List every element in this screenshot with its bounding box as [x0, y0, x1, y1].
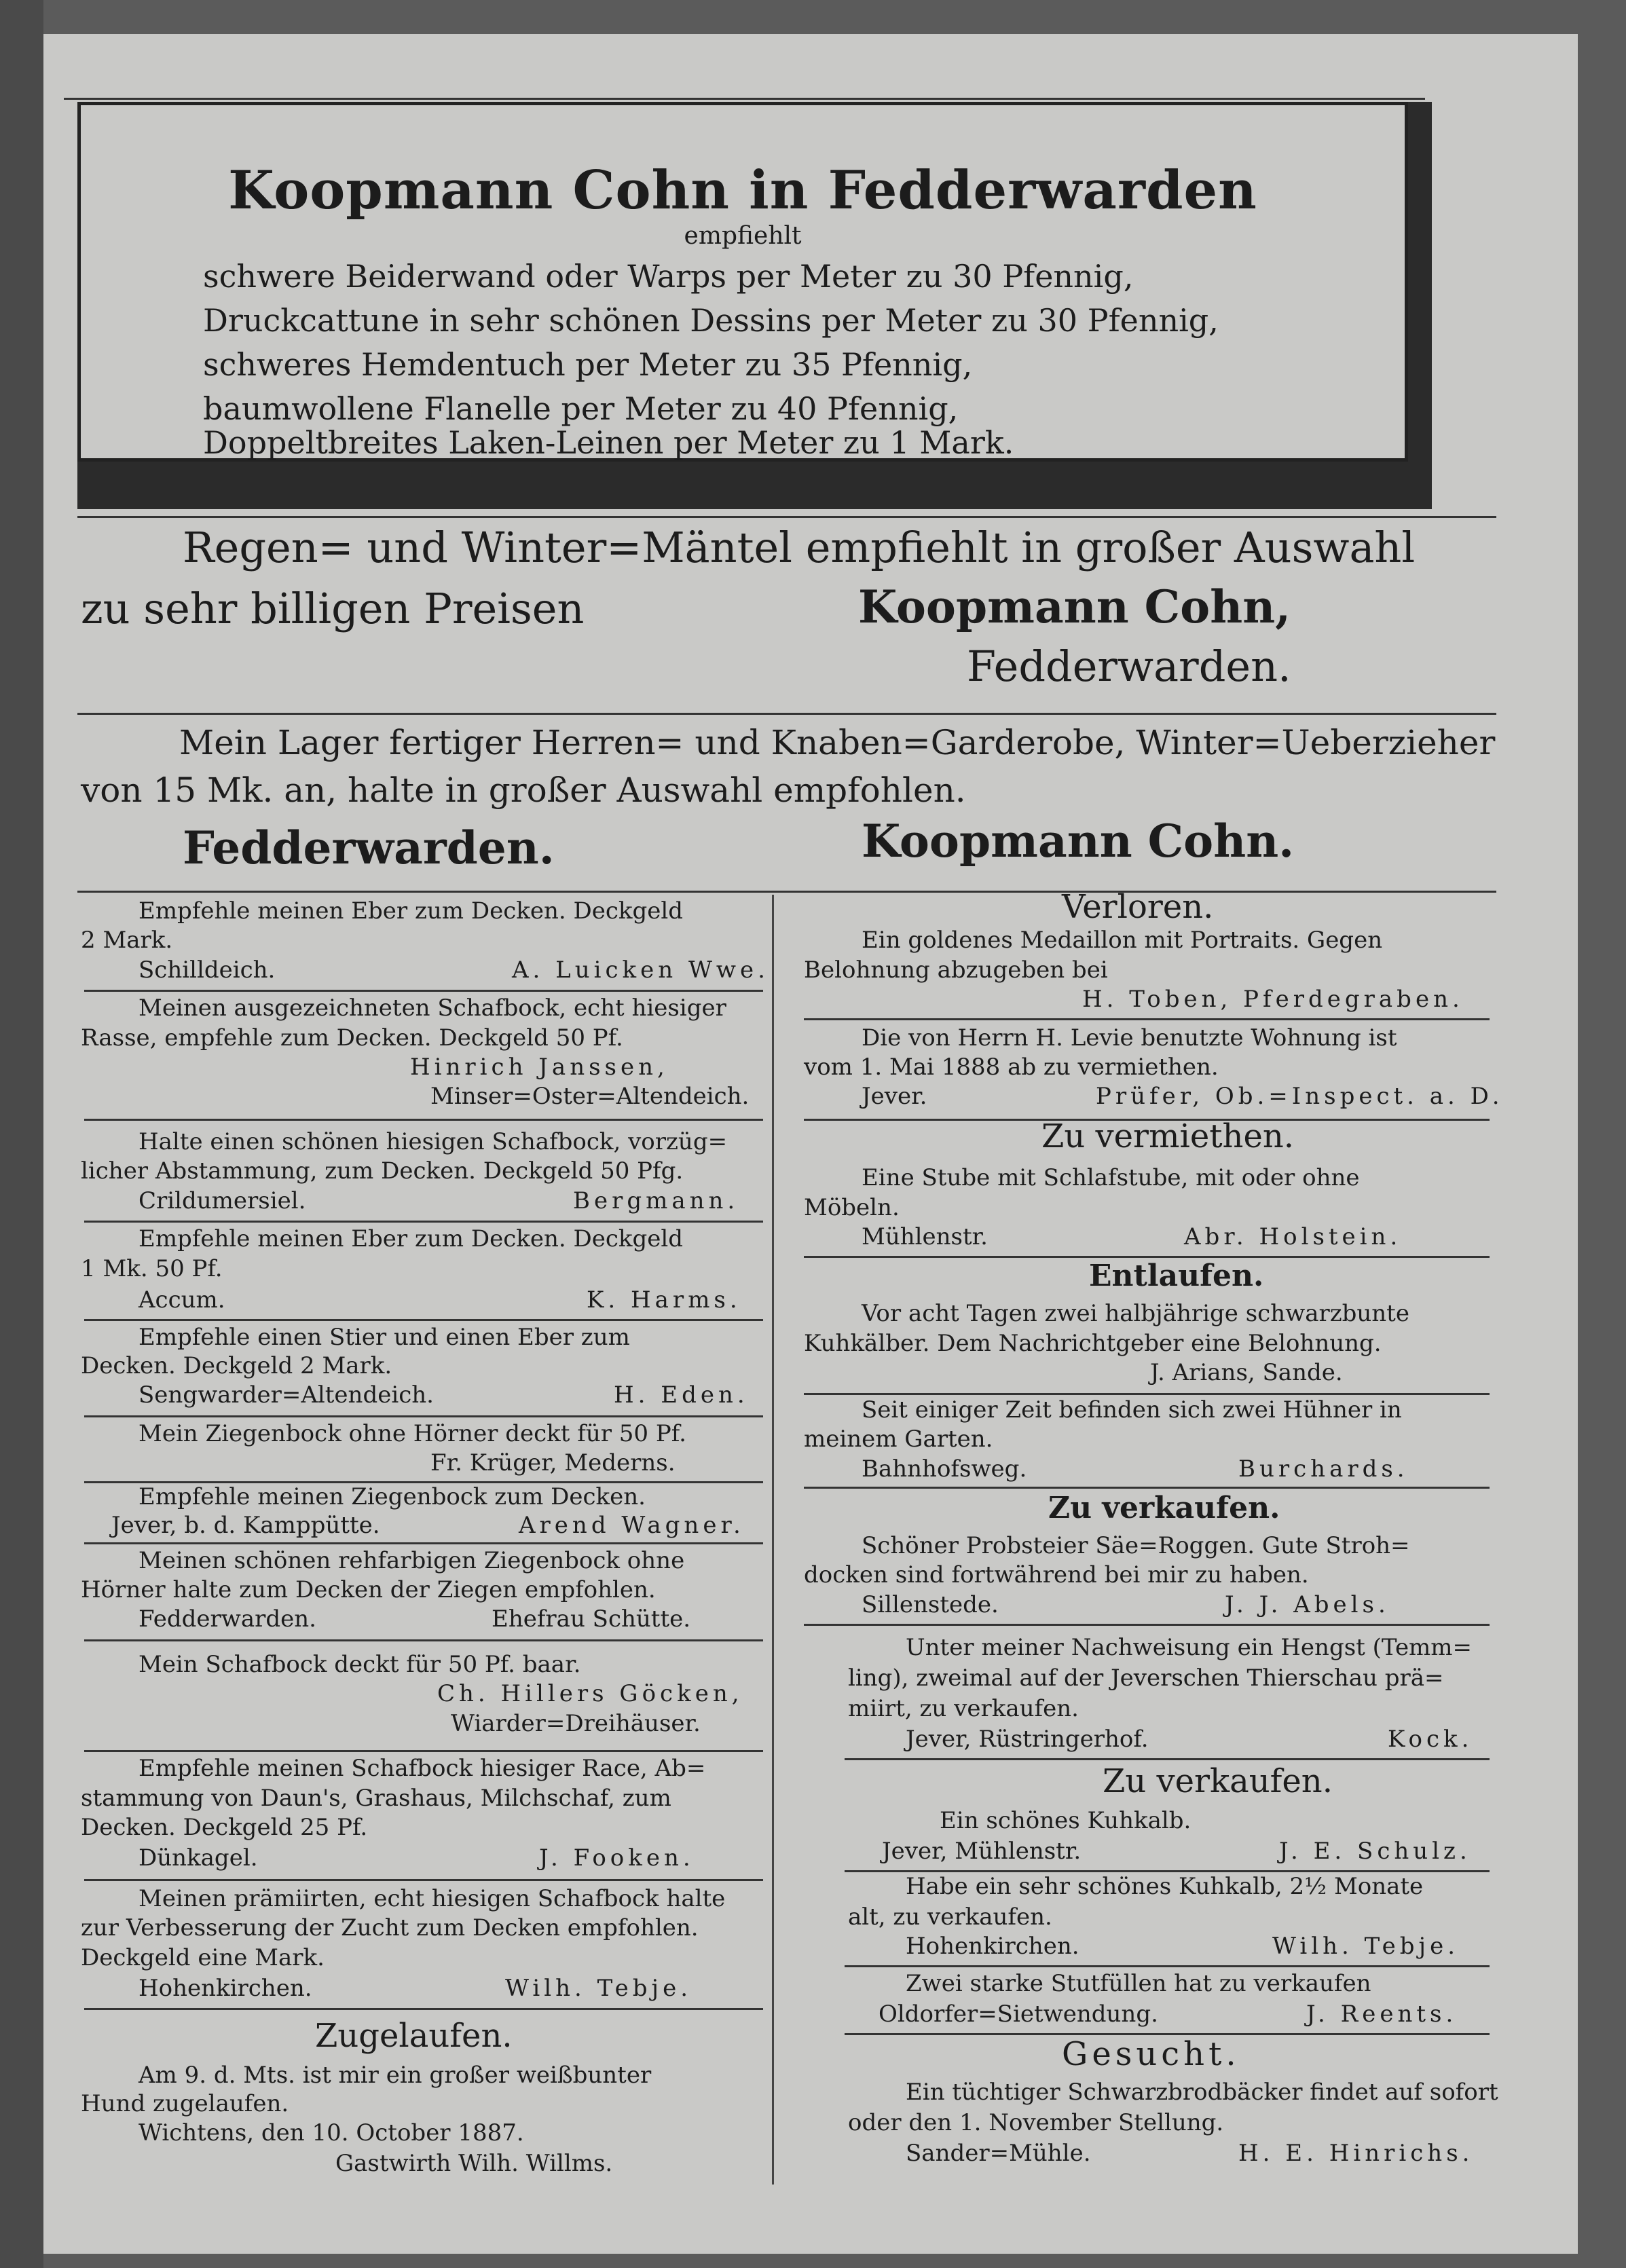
- ad-text: oder den 1. November Stellung.: [848, 2109, 1224, 2136]
- ad-place: Sengwarder=Altendeich.: [138, 1381, 434, 1409]
- advert-line: Doppeltbreites Laken-Leinen per Meter zu 1 Mark.: [203, 424, 1014, 461]
- advert-line: Druckcattune in sehr schönen Dessins per Meter zu 30 Pfennig,: [203, 302, 1219, 339]
- rule: [84, 990, 763, 992]
- section-heading: Zu vermiethen.: [1041, 1117, 1295, 1155]
- ad-signature: Bergmann.: [573, 1187, 739, 1214]
- rule: [84, 1542, 763, 1544]
- rule: [804, 1393, 1490, 1395]
- rule: [845, 1870, 1490, 1872]
- ad-place: Sander=Mühle.: [906, 2140, 1091, 2167]
- ad-text: Empfehle meinen Eber zum Decken. Deckgeld: [138, 1225, 684, 1252]
- advert-subtitle: empfiehlt: [684, 222, 802, 250]
- ad-text: Empfehle meinen Schafbock hiesiger Race, Ab=: [138, 1755, 706, 1782]
- ad-text: alt, zu verkaufen.: [848, 1903, 1052, 1931]
- rule: [845, 1965, 1490, 1967]
- ad-place: Hohenkirchen.: [138, 1975, 312, 2002]
- ad-text: Vor acht Tagen zwei halbjährige schwarzbunte: [862, 1300, 1409, 1327]
- box-shadow-bottom: [77, 458, 1432, 509]
- section-heading: Zu verkaufen.: [1048, 1491, 1280, 1525]
- ad-text: Mein Ziegenbock ohne Hörner deckt für 50 Pf.: [138, 1420, 686, 1447]
- ad-signature: J. Fooken.: [539, 1844, 695, 1872]
- ad-text: Ein goldenes Medaillon mit Portraits. Gegen: [862, 927, 1383, 954]
- garderobe-line1: Mein Lager fertiger Herren= und Knaben=Garderobe, Winter=Ueberzieher: [179, 723, 1496, 762]
- advert-title: Koopmann Cohn in Fedderwarden: [228, 160, 1257, 221]
- garderobe-place: Fedderwarden.: [183, 821, 555, 874]
- advert-line: baumwollene Flanelle per Meter zu 40 Pfennig,: [203, 390, 959, 427]
- section-heading: Verloren.: [1062, 888, 1214, 926]
- ad-text: Mein Schafbock deckt für 50 Pf. baar.: [138, 1651, 581, 1678]
- ad-signature: Kock.: [1388, 1726, 1473, 1753]
- ad-text: Belohnung abzugeben bei: [804, 956, 1108, 984]
- ad-signature: Gastwirth Wilh. Willms.: [335, 2150, 613, 2177]
- rule: [84, 1319, 763, 1321]
- ad-signature: Wiarder=Dreihäuser.: [451, 1710, 701, 1737]
- ad-place: Hohenkirchen.: [906, 1933, 1079, 1960]
- ad-signature: H. Eden.: [614, 1381, 749, 1409]
- ad-place: Accum.: [138, 1286, 225, 1314]
- ad-text: Schöner Probsteier Säe=Roggen. Gute Stroh=: [862, 1532, 1410, 1559]
- newspaper-page: [43, 34, 1578, 2254]
- ad-place: Mühlenstr.: [862, 1223, 988, 1250]
- ad-text: 1 Mk. 50 Pf.: [81, 1255, 223, 1282]
- ad-text: Empfehle einen Stier und einen Eber zum: [138, 1324, 630, 1351]
- ad-text: miirt, zu verkaufen.: [848, 1695, 1079, 1722]
- rule: [84, 1879, 763, 1881]
- ad-signature: Burchards.: [1238, 1455, 1409, 1483]
- ad-text: Möbeln.: [804, 1194, 900, 1221]
- rule: [77, 713, 1496, 715]
- rule: [84, 1639, 763, 1641]
- ad-text: ling), zweimal auf der Jeverschen Thierschau prä=: [848, 1665, 1444, 1692]
- ad-text: Meinen schönen rehfarbigen Ziegenbock ohne: [138, 1547, 685, 1574]
- ad-signature: Hinrich Janssen,: [410, 1054, 669, 1081]
- coats-firm: Koopmann Cohn,: [858, 580, 1291, 633]
- ad-text: Decken. Deckgeld 25 Pf.: [81, 1814, 368, 1841]
- ad-signature: Ehefrau Schütte.: [492, 1605, 691, 1633]
- ad-text: Hund zugelaufen.: [81, 2090, 289, 2117]
- ad-text: Habe ein sehr schönes Kuhkalb, 2½ Monate: [906, 1873, 1424, 1900]
- garderobe-line2: von 15 Mk. an, halte in großer Auswahl empfohlen.: [81, 770, 966, 810]
- ad-text: Zwei starke Stutfüllen hat zu verkaufen: [906, 1970, 1371, 1997]
- ad-signature: Wilh. Tebje.: [1272, 1933, 1460, 1960]
- ad-place: Jever, Mühlenstr.: [882, 1838, 1082, 1865]
- ad-signature: Arend Wagner.: [519, 1512, 745, 1539]
- section-heading: Zu verkaufen.: [1103, 1762, 1333, 1800]
- ad-text: Empfehle meinen Ziegenbock zum Decken.: [138, 1483, 646, 1510]
- ad-text: meinem Garten.: [804, 1426, 993, 1453]
- rule: [845, 1758, 1490, 1760]
- coats-place: Fedderwarden.: [967, 642, 1291, 691]
- section-heading: Gesucht.: [1062, 2035, 1240, 2073]
- coats-line1: Regen= und Winter=Mäntel empfiehlt in großer Auswahl: [183, 523, 1416, 572]
- ad-text: Wichtens, den 10. October 1887.: [138, 2119, 524, 2146]
- ad-signature: Minser=Oster=Altendeich.: [430, 1083, 750, 1110]
- ad-place: Bahnhofsweg.: [862, 1455, 1027, 1483]
- ad-signature: J. E. Schulz.: [1279, 1838, 1471, 1865]
- ad-text: Ein schönes Kuhkalb.: [940, 1807, 1191, 1834]
- ad-text: Ein tüchtiger Schwarzbrodbäcker findet auf sofort: [906, 2079, 1498, 2106]
- advert-line: schwere Beiderwand oder Warps per Meter zu 30 Pfennig,: [203, 258, 1134, 295]
- ad-place: Sillenstede.: [862, 1591, 999, 1618]
- box-shadow-right: [1405, 102, 1432, 509]
- rule: [804, 1018, 1490, 1020]
- ad-text: vom 1. Mai 1888 ab zu vermiethen.: [804, 1054, 1219, 1081]
- ad-place: Dünkagel.: [138, 1844, 258, 1872]
- column-divider: [772, 895, 774, 2185]
- ad-place: Oldorfer=Sietwendung.: [879, 2001, 1158, 2028]
- ad-signature: Abr. Holstein.: [1184, 1223, 1402, 1250]
- ad-text: Am 9. d. Mts. ist mir ein großer weißbunter: [138, 2062, 652, 2089]
- rule: [804, 1256, 1490, 1258]
- ad-signature: H. E. Hinrichs.: [1238, 2140, 1474, 2167]
- ad-signature: Prüfer, Ob.=Inspect. a. D.: [1096, 1083, 1504, 1110]
- advert-line: schweres Hemdentuch per Meter zu 35 Pfennig,: [203, 346, 973, 383]
- section-heading: Entlaufen.: [1089, 1259, 1264, 1293]
- ad-signature: Wilh. Tebje.: [505, 1975, 692, 2002]
- ad-place: Jever, b. d. Kamppütte.: [111, 1512, 380, 1539]
- ad-place: Jever, Rüstringerhof.: [906, 1726, 1149, 1753]
- ad-signature: H. Toben, Pferdegraben.: [1082, 986, 1464, 1013]
- ad-place: Crildumersiel.: [138, 1187, 306, 1214]
- ad-text: Meinen prämiirten, echt hiesigen Schafbock halte: [138, 1885, 726, 1912]
- ad-text: Decken. Deckgeld 2 Mark.: [81, 1352, 392, 1379]
- ad-signature: J. Arians, Sande.: [1150, 1359, 1343, 1386]
- ad-text: Deckgeld eine Mark.: [81, 1944, 325, 1971]
- ad-signature: J. Reents.: [1306, 2001, 1458, 2028]
- rule: [77, 516, 1496, 518]
- ad-text: Empfehle meinen Eber zum Decken. Deckgeld: [138, 897, 684, 925]
- scan-gutter: [0, 0, 43, 2268]
- section-heading: Zugelaufen.: [315, 2017, 513, 2055]
- rule: [804, 1487, 1490, 1489]
- ad-place: Fedderwarden.: [138, 1605, 316, 1633]
- ad-signature: K. Harms.: [587, 1286, 741, 1314]
- ad-text: Hörner halte zum Decken der Ziegen empfohlen.: [81, 1576, 656, 1603]
- ad-text: zur Verbesserung der Zucht zum Decken empfohlen.: [81, 1914, 699, 1941]
- ad-place: Jever.: [862, 1083, 927, 1110]
- ad-text: Seit einiger Zeit befinden sich zwei Hühner in: [862, 1396, 1402, 1424]
- rule: [84, 2008, 763, 2010]
- ad-text: Meinen ausgezeichneten Schafbock, echt hiesiger: [138, 994, 726, 1022]
- ad-text: Rasse, empfehle zum Decken. Deckgeld 50 Pf.: [81, 1024, 623, 1052]
- ad-signature: A. Luicken Wwe.: [512, 956, 769, 984]
- ad-text: licher Abstammung, zum Decken. Deckgeld 50 Pfg.: [81, 1157, 684, 1185]
- ad-text: Unter meiner Nachweisung ein Hengst (Temm=: [906, 1634, 1473, 1661]
- ad-text: Die von Herrn H. Levie benutzte Wohnung ist: [862, 1024, 1397, 1052]
- ad-signature: J. J. Abels.: [1225, 1591, 1390, 1618]
- coats-line2: zu sehr billigen Preisen: [81, 584, 585, 633]
- ad-text: Halte einen schönen hiesigen Schafbock, vorzüg=: [138, 1128, 728, 1155]
- rule: [84, 1750, 763, 1752]
- ad-text: Eine Stube mit Schlafstube, mit oder ohne: [862, 1164, 1360, 1191]
- advert-box-koopmann: [77, 102, 1408, 462]
- ad-text: 2 Mark.: [81, 927, 173, 954]
- ad-text: stammung von Daun's, Grashaus, Milchschaf, zum: [81, 1785, 671, 1812]
- rule: [77, 891, 1496, 893]
- ad-place: Schilldeich.: [138, 956, 276, 984]
- rule: [804, 1624, 1490, 1626]
- ad-text: docken sind fortwährend bei mir zu haben.: [804, 1561, 1309, 1588]
- garderobe-firm: Koopmann Cohn.: [862, 815, 1295, 868]
- rule: [84, 1415, 763, 1417]
- ad-signature: Fr. Krüger, Mederns.: [430, 1449, 676, 1476]
- ad-signature: Ch. Hillers Göcken,: [437, 1680, 743, 1707]
- rule: [84, 1119, 763, 1121]
- rule: [84, 1221, 763, 1223]
- top-rule: [64, 98, 1425, 100]
- ad-text: Kuhkälber. Dem Nachrichtgeber eine Belohnung.: [804, 1330, 1382, 1357]
